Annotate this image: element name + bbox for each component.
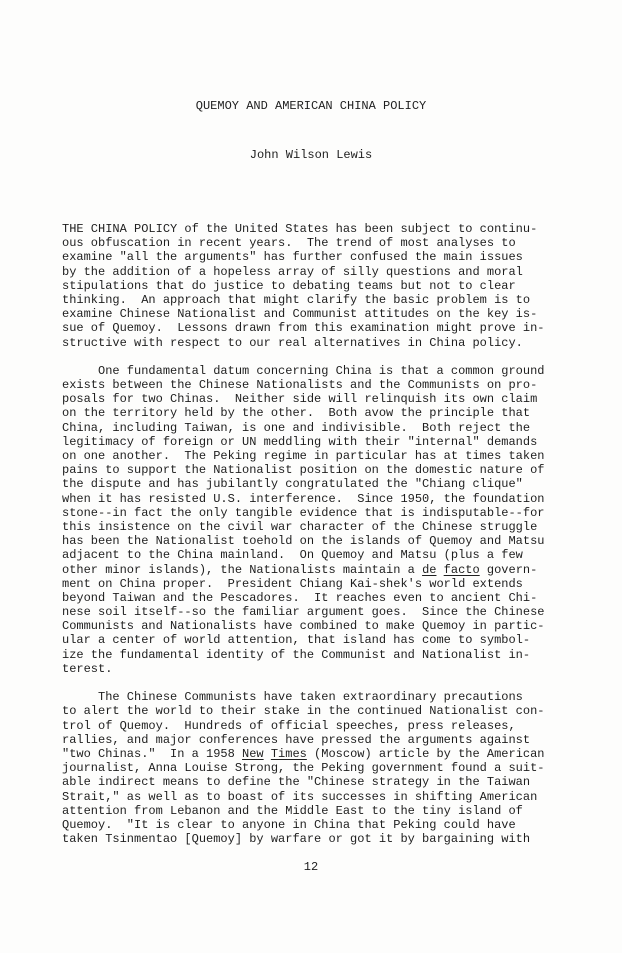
text-line: THE CHINA POLICY of the United States has been subject to continu- xyxy=(62,222,538,236)
text-line: ous obfuscation in recent years. The trend of most analyses to xyxy=(62,236,516,251)
text-line: ular a center of world attention, that island has come to symbol- xyxy=(62,633,531,648)
text-line: on one another. The Peking regime in particular has at times taken xyxy=(62,449,545,463)
text-line: trol of Quemoy. Hundreds of official speeches, press releases, xyxy=(62,718,516,733)
text-line: Communists and Nationalists have combined to make Quemoy in partic- xyxy=(62,619,545,634)
text-line: terest. xyxy=(62,661,113,676)
text-line: "two Chinas." In a 1958 New Times (Moscow) article by the American xyxy=(62,746,545,761)
text-line: journalist, Anna Louise Strong, the Peking government found a suit- xyxy=(62,761,545,776)
paragraph xyxy=(62,222,560,350)
text-line: the dispute and has jubilantly congratulated the "Chiang clique" xyxy=(62,477,523,492)
text-line: structive with respect to our real alternatives in China policy. xyxy=(62,335,523,350)
text-line: ize the fundamental identity of the Communist and Nationalist in- xyxy=(62,647,531,662)
text-line: stone--in fact the only tangible evidence that is indisputable--for xyxy=(62,505,545,520)
text-line: sue of Quemoy. Lessons drawn from this examination might prove in- xyxy=(62,321,545,336)
text-line: stipulations that do justice to debating teams but not to clear xyxy=(62,278,516,293)
text-line: The Chinese Communists have taken extraordinary precautions xyxy=(62,690,523,705)
text-line: able indirect means to define the "Chinese strategy in the Taiwan xyxy=(62,775,531,790)
text-line: posals for two Chinas. Neither side will relinquish its own claim xyxy=(62,392,538,407)
text-line: to alert the world to their stake in the continued Nationalist con- xyxy=(62,704,545,719)
author-byline: John Wilson Lewis xyxy=(249,148,373,162)
body-text xyxy=(62,222,560,846)
page-number: 12 xyxy=(303,860,319,875)
text-line: on the territory held by the other. Both avow the principle that xyxy=(62,406,531,421)
text-line: One fundamental datum concerning China is that a common ground xyxy=(62,363,545,378)
text-line: has been the Nationalist toehold on the islands of Quemoy and Matsu xyxy=(62,534,545,549)
text-line: attention from Lebanon and the Middle East to the tiny island of xyxy=(62,803,523,818)
text-line: thinking. An approach that might clarify the basic problem is to xyxy=(62,292,531,307)
text-line: taken Tsinmentao [Quemoy] by warfare or got it by bargaining with xyxy=(62,832,531,847)
page-title: QUEMOY AND AMERICAN CHINA POLICY xyxy=(195,99,427,113)
text-line: examine Chinese Nationalist and Communist attitudes on the key is- xyxy=(62,307,538,322)
text-line: ment on China proper. President Chiang Kai-shek's world extends xyxy=(62,576,523,591)
text-line: this insistence on the civil war character of the Chinese struggle xyxy=(62,519,538,534)
text-line: beyond Taiwan and the Pescadores. It reaches even to ancient Chi- xyxy=(62,590,538,605)
text-line: nese soil itself--so the familiar argument goes. Since the Chinese xyxy=(62,605,545,620)
text-line: legitimacy of foreign or UN meddling with their "internal" demands xyxy=(62,434,538,449)
text-line: when it has resisted U.S. interference. Since 1950, the foundation xyxy=(62,491,545,506)
text-line: pains to support the Nationalist position on the domestic nature of xyxy=(62,463,545,478)
text-line: adjacent to the China mainland. On Quemoy and Matsu (plus a few xyxy=(62,548,523,563)
text-line: Quemoy. "It is clear to anyone in China that Peking could have xyxy=(62,817,516,832)
text-line: examine "all the arguments" has further confused the main issues xyxy=(62,250,523,265)
text-line: by the addition of a hopeless array of silly questions and moral xyxy=(62,264,523,279)
text-line: China, including Taiwan, is one and indivisible. Both reject the xyxy=(62,420,531,435)
text-line: other minor islands), the Nationalists maintain a de facto govern- xyxy=(62,562,538,577)
text-line: Strait," as well as to boast of its successes in shifting American xyxy=(62,789,538,804)
paragraph xyxy=(62,364,560,676)
text-line: rallies, and major conferences have pressed the arguments against xyxy=(62,732,531,747)
text-line: exists between the Chinese Nationalists and the Communists on pro- xyxy=(62,378,538,393)
paragraph xyxy=(62,690,560,846)
text-block xyxy=(62,99,560,874)
